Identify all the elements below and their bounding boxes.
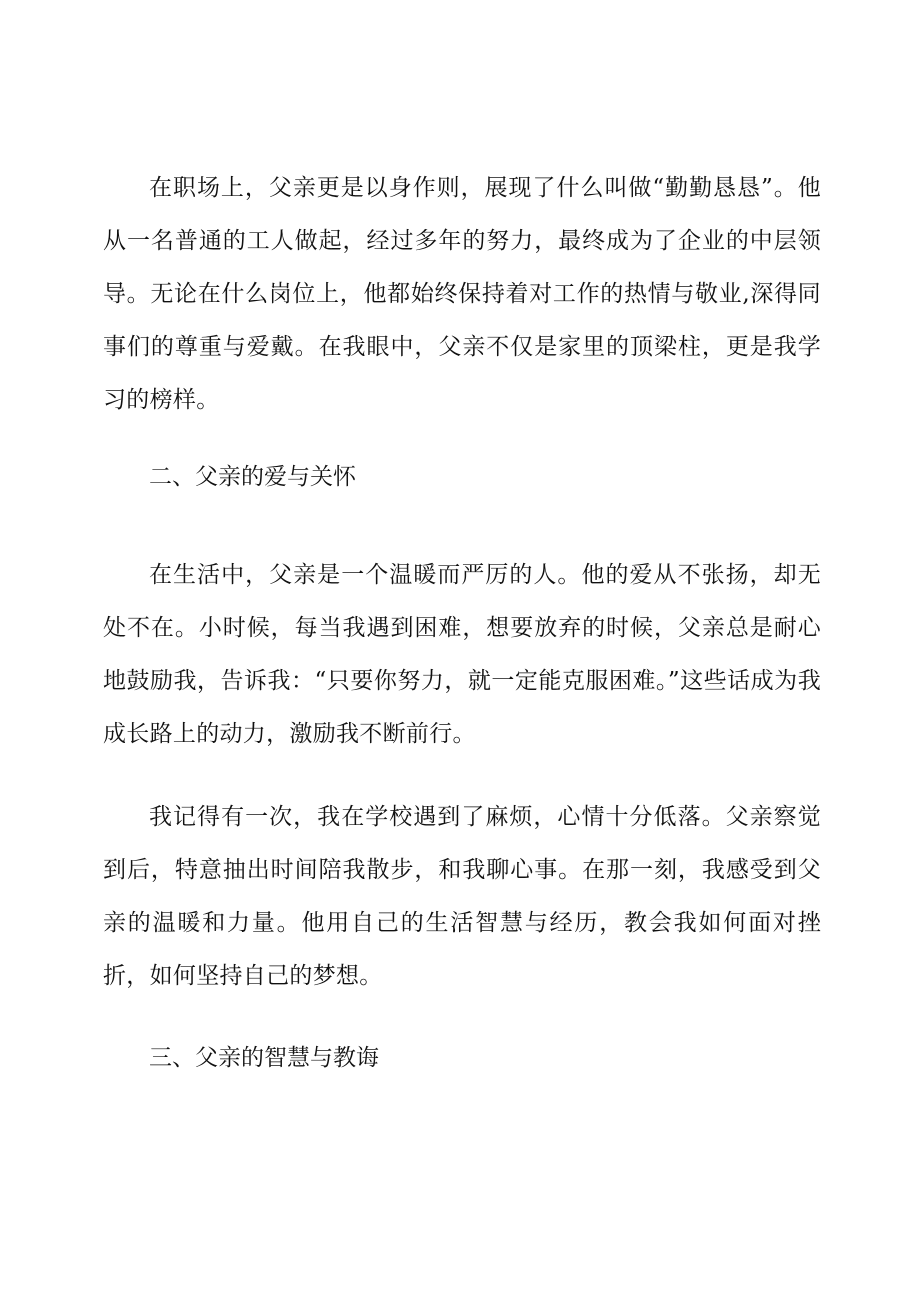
section-heading-love-and-care: 二、父亲的爱与关怀	[149, 464, 356, 490]
paragraph-workplace	[103, 162, 821, 427]
paragraph-memory	[103, 791, 821, 1003]
paragraph-text: 我记得有一次，我在学校遇到了麻烦，心情十分低落。父亲察觉到后，特意抽出时间陪我散步，和我聊心事。在那一刻，我感受到父亲的温暖和力量。他用自己的生活智慧与经历，教会我如何面对挫折，如何坚持自己的梦想。	[103, 804, 821, 989]
paragraph-text: 在职场上，父亲更是以身作则，展现了什么叫做“勤勤恳恳”。他从一名普通的工人做起，经过多年的努力，最终成为了企业的中层领导。无论在什么岗位上，他都始终保持着对工作的热情与敬业,深得同事们的尊重与爱戴。在我眼中，父亲不仅是家里的顶梁柱，更是我学习的榜样。	[103, 175, 821, 413]
paragraph-life	[103, 549, 821, 761]
section-heading-wisdom-and-teaching: 三、父亲的智慧与教诲	[149, 1045, 379, 1071]
paragraph-text: 在生活中，父亲是一个温暖而严厉的人。他的爱从不张扬，却无处不在。小时候，每当我遇到困难，想要放弃的时候，父亲总是耐心地鼓励我，告诉我：“只要你努力，就一定能克服困难。”这些话成为我成长路上的动力，激励我不断前行。	[103, 562, 821, 747]
